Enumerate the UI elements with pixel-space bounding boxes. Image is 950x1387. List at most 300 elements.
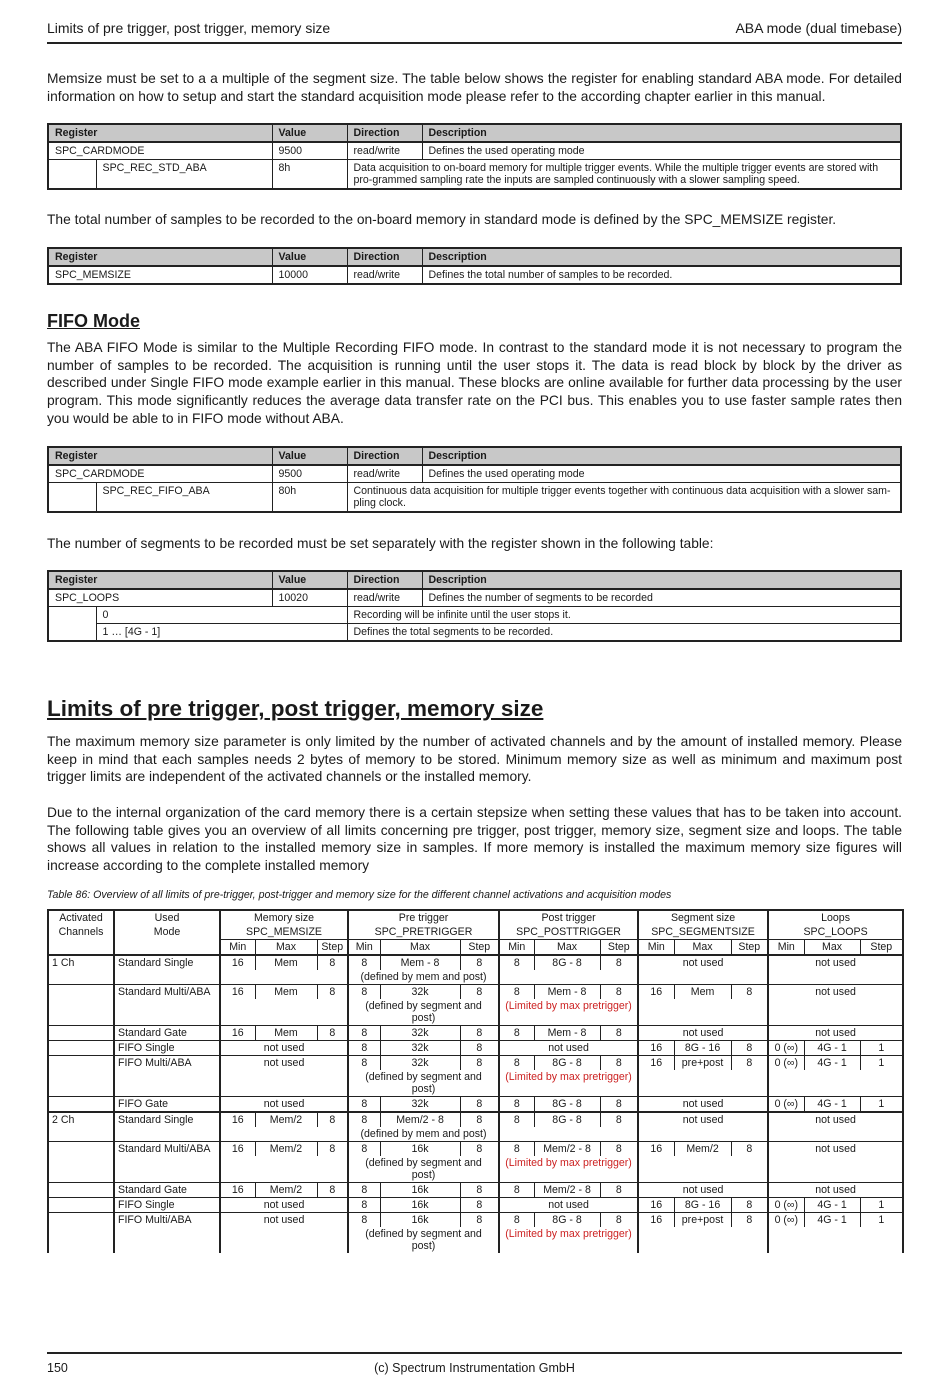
page-header (47, 18, 902, 44)
limits-header-cell: Segment size (638, 910, 768, 925)
limits-row (48, 955, 903, 970)
mode-cell: Standard Gate (114, 1026, 220, 1041)
table-caption: Table 86: Overview of all limits of pre-trigger, post-trigger and memory size for the different channel activations and acquisition modes (47, 889, 672, 901)
limits-cell: 8 (348, 1213, 380, 1228)
limits-cell: 8 (600, 1056, 638, 1071)
limits-header-cell (48, 940, 114, 956)
limits-cell: 8 (348, 1183, 380, 1198)
limits-row (48, 1041, 903, 1056)
register-value: 80h (272, 483, 347, 513)
col-description: Description (422, 571, 901, 589)
limits-cell: 8 (348, 1198, 380, 1213)
limits-cell: 16 (638, 1198, 674, 1213)
register-name: SPC_MEMSIZE (48, 266, 272, 284)
table-header-row (48, 447, 901, 465)
limits-heading: Limits of pre trigger, post trigger, memory size (47, 696, 544, 721)
mode-cell: Standard Multi/ABA (114, 985, 220, 1000)
limits-paragraph-2: Due to the internal organization of the card memory there is a certain stepsize when setting these values that has to be taken into account. The following table gives you an overview of all limits concerning pre trigger, post trigger, memory size, segment size and loops. The table shows all values in relation to the installed memory size in samples. If more memory is installed the maximum memory size figures will increase according to the complete installed memory (47, 805, 902, 874)
limits-cell: (defined by segment and post) (348, 1156, 499, 1183)
limits-row (48, 970, 903, 985)
limits-cell: 8 (460, 955, 499, 970)
channels-cell (48, 1056, 114, 1071)
limits-cell: 8 (499, 1026, 534, 1041)
limits-header-cell: Step (460, 940, 499, 956)
memsize-paragraph: The total number of samples to be recorded to the on-board memory in standard mode is defined by the SPC_MEMSIZE register. (47, 212, 837, 227)
limits-cell: 16 (638, 1142, 674, 1157)
limits-cell: 8 (460, 1198, 499, 1213)
col-register: Register (48, 447, 272, 465)
col-description: Description (422, 248, 901, 266)
limits-cell: 16 (638, 1041, 674, 1056)
col-direction: Direction (347, 571, 422, 589)
limits-cell: 8 (731, 1142, 768, 1157)
limits-header-cell: Step (600, 940, 638, 956)
limits-header-cell: Channels (48, 925, 114, 940)
mode-cell: FIFO Single (114, 1198, 220, 1213)
limits-cell (499, 1127, 638, 1142)
limits-cell: 0 (∞) (768, 1056, 804, 1071)
mode-cell: FIFO Multi/ABA (114, 1056, 220, 1071)
limits-cell: 32k (380, 1056, 460, 1071)
limits-cell (768, 1156, 903, 1183)
col-description: Description (422, 447, 901, 465)
limits-header-cell: SPC_POSTTRIGGER (499, 925, 638, 940)
col-register: Register (48, 571, 272, 589)
limits-cell: 16k (380, 1213, 460, 1228)
limits-cell: 8G - 8 (534, 1056, 600, 1071)
limits-header-cell: SPC_SEGMENTSIZE (638, 925, 768, 940)
mode-cell: Standard Single (114, 955, 220, 970)
limits-cell: 32k (380, 1026, 460, 1041)
segments-paragraph: The number of segments to be recorded must be set separately with the register shown in the following table: (47, 536, 714, 551)
limits-row (48, 1183, 903, 1198)
register-table-memsize (47, 247, 902, 285)
register-description: Defines the total number of samples to be recorded. (422, 266, 901, 284)
mode-cell (114, 1127, 220, 1142)
limits-row (48, 1112, 903, 1127)
register-value: 8h (272, 160, 347, 190)
limits-cell: Mem/2 - 8 (534, 1142, 600, 1157)
limits-cell: 8 (499, 1142, 534, 1157)
limits-cell: pre+post (674, 1213, 731, 1228)
limits-cell: 16 (220, 1112, 255, 1127)
limits-cell: 8 (460, 1142, 499, 1157)
limits-cell: not used (768, 1183, 903, 1198)
limits-cell: (defined by mem and post) (348, 1127, 499, 1142)
limits-cell: Mem/2 (674, 1142, 731, 1157)
channels-cell (48, 1198, 114, 1213)
channels-cell (48, 1183, 114, 1198)
limits-header-cell: Min (768, 940, 804, 956)
fifo-paragraph: The ABA FIFO Mode is similar to the Multiple Recording FIFO mode. In contrast to the standard mode it is not necessary to program the number of samples to be recorded. The acquisition is running until the user stops it. The data is read block by block by the driver as described under Single FIFO mode example earlier in this manual. These blocks are online available for further data processing by the user program. This mode significantly reduces the average data transfer rate on the PCI bus. This enables you to use faster sample rates then you would be able to in FIFO mode without ABA. (47, 340, 902, 426)
limits-cell: 8 (348, 1142, 380, 1157)
limits-cell: 8 (348, 1026, 380, 1041)
limits-cell: 0 (∞) (768, 1097, 804, 1113)
limits-cell: 8G - 16 (674, 1198, 731, 1213)
limits-cell: not used (220, 1198, 348, 1213)
limits-cell: (Limited by max pretrigger) (499, 1227, 638, 1253)
limits-cell: 16 (220, 955, 255, 970)
register-name: SPC_REC_FIFO_ABA (96, 483, 272, 513)
limits-row (48, 985, 903, 1000)
limits-cell: not used (768, 1112, 903, 1127)
limits-row (48, 1142, 903, 1157)
limits-cell: 16k (380, 1142, 460, 1157)
limits-cell: 8 (348, 1112, 380, 1127)
mode-cell (114, 1227, 220, 1253)
limits-cell: (defined by segment and post) (348, 1227, 499, 1253)
register-name: SPC_CARDMODE (48, 142, 272, 160)
limits-cell: 8 (348, 1041, 380, 1056)
limits-header-cell: Step (731, 940, 768, 956)
limits-cell: 8 (600, 1183, 638, 1198)
limits-row (48, 1213, 903, 1228)
mode-cell (114, 1156, 220, 1183)
limits-row (48, 1070, 903, 1097)
limits-cell: 8 (348, 955, 380, 970)
limits-cell: 8G - 8 (534, 955, 600, 970)
col-direction: Direction (347, 124, 422, 142)
channels-cell (48, 1070, 114, 1097)
limits-cell: (Limited by max pretrigger) (499, 1070, 638, 1097)
limits-header-cell: Loops (768, 910, 903, 925)
col-value: Value (272, 447, 347, 465)
limits-cell: 8 (499, 1097, 534, 1113)
limits-cell: 8 (731, 1213, 768, 1228)
register-description: Recording will be infinite until the user stops it. (347, 607, 901, 624)
col-register: Register (48, 248, 272, 266)
register-value: 1 … [4G - 1] (96, 624, 347, 642)
limits-cell: not used (638, 955, 768, 970)
limits-cell: 8 (348, 1056, 380, 1071)
register-description: Defines the number of segments to be recorded (422, 589, 901, 607)
limits-row (48, 999, 903, 1026)
limits-cell: (Limited by max pretrigger) (499, 999, 638, 1026)
register-description: Defines the total segments to be recorded. (347, 624, 901, 642)
limits-header-cell: Pre trigger (348, 910, 499, 925)
limits-cell: Mem (674, 985, 731, 1000)
limits-cell (768, 999, 903, 1026)
limits-cell: not used (220, 1097, 348, 1113)
limits-header-cell: Step (317, 940, 348, 956)
limits-row (48, 1056, 903, 1071)
limits-cell: 8 (460, 1026, 499, 1041)
limits-cell: 16k (380, 1198, 460, 1213)
limits-cell: 8 (600, 985, 638, 1000)
register-direction: read/write (347, 465, 422, 483)
limits-cell: 1 (860, 1213, 903, 1228)
limits-cell: Mem - 8 (534, 1026, 600, 1041)
limits-cell: not used (768, 1026, 903, 1041)
register-table-std-aba (47, 123, 902, 190)
mode-cell (114, 999, 220, 1026)
channels-cell: 2 Ch (48, 1112, 114, 1127)
channels-cell: 1 Ch (48, 955, 114, 970)
limits-cell: Mem (255, 955, 317, 970)
limits-cell: 8 (460, 1112, 499, 1127)
channels-cell (48, 1097, 114, 1113)
limits-cell: Mem - 8 (380, 955, 460, 970)
limits-cell: 4G - 1 (804, 1097, 860, 1113)
limits-cell: 8 (348, 985, 380, 1000)
limits-row (48, 1127, 903, 1142)
limits-cell: 8 (731, 1041, 768, 1056)
page-footer (47, 1352, 902, 1375)
table-header-row (48, 571, 901, 589)
limits-cell: not used (768, 1142, 903, 1157)
limits-cell: (defined by segment and post) (348, 1070, 499, 1097)
table-row (48, 607, 901, 624)
limits-cell: 1 (860, 1041, 903, 1056)
limits-cell (768, 970, 903, 985)
register-description: Data acquisition to on-board memory for multiple trigger events. While the multiple trigger events are stored with pro-grammed sampling rate the inputs are sampled continuously with a slower sampling speed. (347, 160, 901, 190)
channels-cell (48, 1213, 114, 1228)
mode-cell: Standard Gate (114, 1183, 220, 1198)
limits-cell: Mem/2 (255, 1183, 317, 1198)
limits-cell: 8 (499, 1183, 534, 1198)
limits-cell: not used (638, 1112, 768, 1127)
limits-cell (220, 970, 348, 985)
limits-header-cell: Mode (114, 925, 220, 940)
register-name: SPC_CARDMODE (48, 465, 272, 483)
limits-header-cell: Post trigger (499, 910, 638, 925)
limits-cell: 8 (317, 955, 348, 970)
limits-cell: 8G - 8 (534, 1213, 600, 1228)
limits-cell: not used (499, 1041, 638, 1056)
indent-cell (48, 624, 96, 642)
limits-header-row (48, 940, 903, 956)
indent-cell (48, 483, 96, 513)
limits-header-cell: Min (220, 940, 255, 956)
limits-cell: 8 (317, 1112, 348, 1127)
limits-cell: not used (768, 955, 903, 970)
limits-cell: Mem (255, 1026, 317, 1041)
limits-cell: 8 (600, 1112, 638, 1127)
channels-cell (48, 1142, 114, 1157)
limits-row (48, 1198, 903, 1213)
fifo-mode-heading: FIFO Mode (47, 311, 140, 331)
limits-cell: 32k (380, 1041, 460, 1056)
limits-cell: 16 (220, 1183, 255, 1198)
limits-cell: 8 (460, 1213, 499, 1228)
limits-header-cell: Max (255, 940, 317, 956)
table-row (48, 142, 901, 160)
limits-header-cell: Used (114, 910, 220, 925)
col-value: Value (272, 571, 347, 589)
header-left: Limits of pre trigger, post trigger, memory size (47, 20, 331, 36)
limits-cell: not used (638, 1183, 768, 1198)
limits-cell: 8 (317, 1026, 348, 1041)
limits-cell: 8 (460, 1056, 499, 1071)
limits-cell (768, 1227, 903, 1253)
limits-cell: Mem/2 - 8 (380, 1112, 460, 1127)
register-description: Continuous data acquisition for multiple trigger events together with continuous data acquisition with a slower sam-pling clock. (347, 483, 901, 513)
register-value: 9500 (272, 465, 347, 483)
limits-cell: 8G - 8 (534, 1112, 600, 1127)
table-header-row (48, 124, 901, 142)
limits-cell: not used (220, 1213, 348, 1228)
limits-row (48, 1097, 903, 1113)
limits-cell: 8 (499, 1112, 534, 1127)
limits-cell: 8G - 8 (534, 1097, 600, 1113)
limits-cell: Mem - 8 (534, 985, 600, 1000)
limits-cell: 8 (460, 1183, 499, 1198)
indent-cell (48, 160, 96, 190)
limits-cell: 8 (731, 1056, 768, 1071)
register-name: SPC_REC_STD_ABA (96, 160, 272, 190)
limits-cell: 8 (600, 955, 638, 970)
limits-cell: not used (768, 985, 903, 1000)
register-direction: read/write (347, 142, 422, 160)
limits-cell: 8 (499, 1056, 534, 1071)
limits-cell: 16 (220, 985, 255, 1000)
limits-cell (768, 1127, 903, 1142)
limits-cell (638, 970, 768, 985)
table-row (48, 483, 901, 513)
limits-header-cell: Memory size (220, 910, 348, 925)
col-value: Value (272, 124, 347, 142)
limits-header-cell: Min (638, 940, 674, 956)
limits-header-cell: Step (860, 940, 903, 956)
limits-cell: not used (638, 1097, 768, 1113)
limits-cell: (defined by segment and post) (348, 999, 499, 1026)
limits-header-cell: Activated (48, 910, 114, 925)
limits-cell: 8 (317, 1142, 348, 1157)
limits-cell: 1 (860, 1097, 903, 1113)
mode-cell: FIFO Multi/ABA (114, 1213, 220, 1228)
limits-cell: not used (499, 1198, 638, 1213)
limits-cell: Mem/2 (255, 1142, 317, 1157)
limits-cell: 1 (860, 1198, 903, 1213)
limits-cell: 8 (600, 1026, 638, 1041)
limits-cell: 16 (638, 1056, 674, 1071)
channels-cell (48, 1156, 114, 1183)
limits-cell (220, 999, 348, 1026)
limits-cell: 4G - 1 (804, 1198, 860, 1213)
table-row (48, 624, 901, 642)
table-row (48, 589, 901, 607)
register-direction: read/write (347, 589, 422, 607)
limits-row (48, 1156, 903, 1183)
limits-cell: 8 (499, 1213, 534, 1228)
limits-cell: 4G - 1 (804, 1213, 860, 1228)
col-direction: Direction (347, 447, 422, 465)
mode-cell (114, 1070, 220, 1097)
mode-cell: FIFO Single (114, 1041, 220, 1056)
limits-header-cell: Max (534, 940, 600, 956)
limits-cell: 8G - 16 (674, 1041, 731, 1056)
limits-cell (638, 1227, 768, 1253)
limits-cell (220, 1127, 348, 1142)
limits-cell: Mem/2 (255, 1112, 317, 1127)
channels-cell (48, 1127, 114, 1142)
limits-cell: 16 (220, 1026, 255, 1041)
register-direction: read/write (347, 266, 422, 284)
limits-cell (220, 1227, 348, 1253)
limits-header-cell: Min (499, 940, 534, 956)
limits-header-cell: Max (804, 940, 860, 956)
register-value: 10000 (272, 266, 347, 284)
limits-cell: 1 (860, 1056, 903, 1071)
limits-cell: 8 (499, 955, 534, 970)
table-row (48, 266, 901, 284)
limits-cell: Mem/2 - 8 (534, 1183, 600, 1198)
limits-cell (768, 1070, 903, 1097)
limits-cell: 32k (380, 1097, 460, 1113)
register-value: 9500 (272, 142, 347, 160)
limits-cell: 4G - 1 (804, 1056, 860, 1071)
limits-cell: 0 (∞) (768, 1041, 804, 1056)
table-header-row (48, 248, 901, 266)
limits-cell: 8 (731, 1198, 768, 1213)
channels-cell (48, 970, 114, 985)
limits-cell: 8 (600, 1097, 638, 1113)
limits-cell: 16 (638, 1213, 674, 1228)
col-description: Description (422, 124, 901, 142)
limits-cell: 8 (600, 1213, 638, 1228)
limits-cell (220, 1070, 348, 1097)
limits-cell (638, 1070, 768, 1097)
limits-row (48, 1026, 903, 1041)
limits-cell: 0 (∞) (768, 1198, 804, 1213)
limits-header-cell: SPC_PRETRIGGER (348, 925, 499, 940)
col-register: Register (48, 124, 272, 142)
register-description: Defines the used operating mode (422, 142, 901, 160)
copyright: (c) Spectrum Instrumentation GmbH (374, 1361, 575, 1375)
limits-cell: 8 (460, 985, 499, 1000)
register-table-fifo-aba (47, 446, 902, 513)
table-row (48, 465, 901, 483)
limits-cell: 16 (220, 1142, 255, 1157)
channels-cell (48, 1227, 114, 1253)
limits-cell (220, 1156, 348, 1183)
limits-cell: 0 (∞) (768, 1213, 804, 1228)
limits-cell: (Limited by max pretrigger) (499, 1156, 638, 1183)
limits-header-cell: SPC_MEMSIZE (220, 925, 348, 940)
mode-cell: FIFO Gate (114, 1097, 220, 1113)
limits-header-cell: Max (380, 940, 460, 956)
limits-cell: not used (638, 1026, 768, 1041)
mode-cell: Standard Single (114, 1112, 220, 1127)
limits-cell: 4G - 1 (804, 1041, 860, 1056)
limits-cell: 8 (460, 1041, 499, 1056)
register-value: 0 (96, 607, 347, 624)
col-direction: Direction (347, 248, 422, 266)
limits-cell: 8 (317, 1183, 348, 1198)
col-value: Value (272, 248, 347, 266)
limits-cell: 32k (380, 985, 460, 1000)
channels-cell (48, 999, 114, 1026)
limits-header-cell: Min (348, 940, 380, 956)
limits-row (48, 1227, 903, 1253)
mode-cell (114, 970, 220, 985)
limits-cell: 8 (460, 1097, 499, 1113)
channels-cell (48, 985, 114, 1000)
header-right: ABA mode (dual timebase) (735, 20, 902, 36)
channels-cell (48, 1026, 114, 1041)
limits-header-row (48, 910, 903, 925)
limits-cell: Mem (255, 985, 317, 1000)
limits-cell (638, 1127, 768, 1142)
limits-header-row (48, 925, 903, 940)
limits-cell: not used (220, 1041, 348, 1056)
limits-cell: 8 (499, 985, 534, 1000)
register-value: 10020 (272, 589, 347, 607)
channels-cell (48, 1041, 114, 1056)
limits-header-cell: Max (674, 940, 731, 956)
register-name: SPC_LOOPS (48, 589, 272, 607)
limits-header-cell: SPC_LOOPS (768, 925, 903, 940)
